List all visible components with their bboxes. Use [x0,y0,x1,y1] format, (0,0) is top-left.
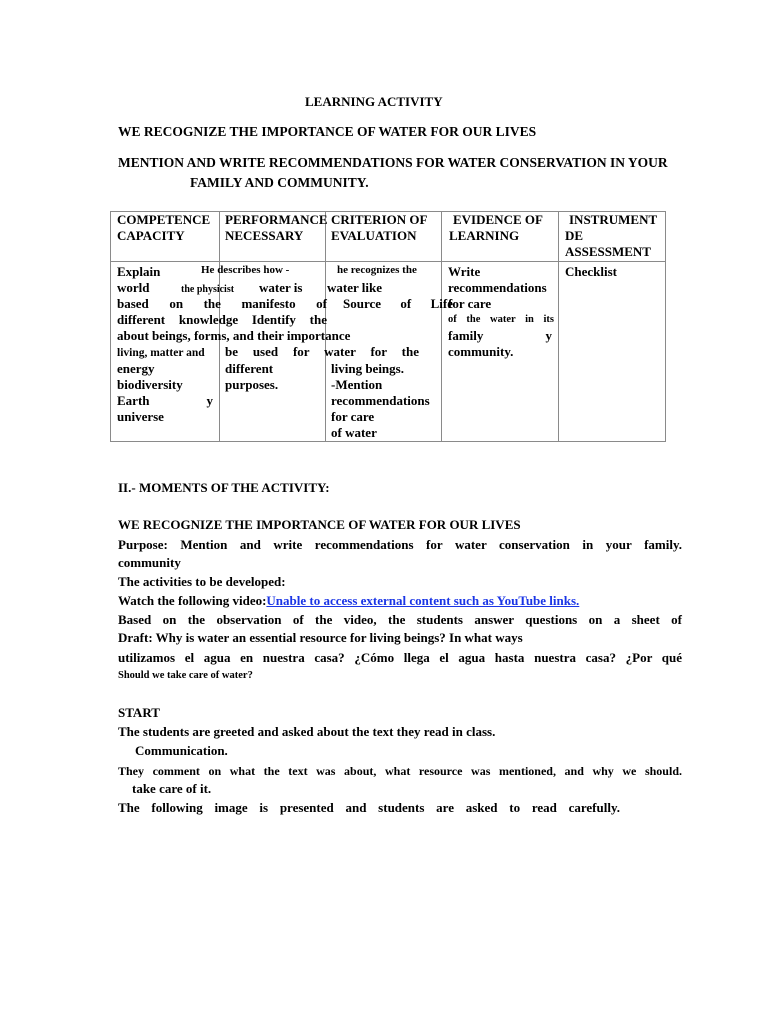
communication-line: Communication. [135,743,228,758]
performance-line: purposes. [225,377,279,392]
table-divider [441,212,442,441]
criterion-line: of water [331,425,377,440]
purpose-line1: Purpose: Mention and write recommendations for water conservation in your family. [118,537,682,552]
header-instrument: INSTRUMENT DE ASSESSMENT [565,212,658,259]
evidence-line: family y [448,328,552,343]
overlap-he-describes: He describes how - [201,264,290,276]
evidence-line: Write [448,264,481,279]
header-evidence: EVIDENCE OF LEARNING [449,212,543,243]
watch-video-line [118,593,579,609]
draft-line: Draft: Why is water an essential resource for living beings? In what ways [118,630,523,645]
mention-heading-line1: MENTION AND WRITE RECOMMENDATIONS FOR WATER CONSERVATION IN YOUR [118,155,668,170]
competence-line: based on the manifesto of [117,296,327,311]
comment-line1: They comment on what the text was about, what resource was mentioned, and why we should. [118,764,682,778]
greeted-text: The students are greeted and asked about the text they read in class. [118,724,496,739]
greeted-line [118,724,495,740]
criterion-line: recommendations [331,393,430,408]
instrument-checklist: Checklist [565,264,617,279]
recognize-heading: WE RECOGNIZE THE IMPORTANCE OF WATER FOR OUR LIVES [118,517,521,532]
document-title: LEARNING ACTIVITY [305,94,443,109]
overlap-he-recognizes: he recognizes the [337,264,417,276]
header-performance: PERFORMANCE NECESSARY [225,212,328,243]
criterion-line: -Mention [331,377,383,392]
competence-line: living, matter and [117,347,205,359]
competence-line: different knowledge Identify the [117,312,327,327]
activity-table [110,211,666,442]
competence-line: energy [117,361,155,376]
utilizamos-line: utilizamos el agua en nuestra casa? ¿Cómo llega el agua hasta nuestra casa? ¿Por qué [118,650,682,665]
activities-label: The activities to be developed: [118,574,286,589]
competence-line: universe [117,409,164,424]
competence-line: about beings, forms, and their importance [117,328,351,343]
header-criterion: CRITERION OF EVALUATION [331,212,428,243]
overlap-be-used: be used for water for the [225,344,419,359]
overlap-water-like: water like [327,280,382,295]
competence-line: world [117,280,150,295]
evidence-line: community. [448,344,514,359]
overlap-physicist: the physicist [181,284,235,295]
criterion-line: living beings. [331,361,404,376]
overlap-source-of-life: Source of Life [343,296,453,311]
competence-line: biodiversity [117,377,183,392]
video-link[interactable]: Unable to access external content such as YouTube links. [266,593,580,608]
evidence-line: of the water in its [448,314,554,325]
comment-line2: take care of it. [132,781,212,796]
following-image-line: The following image is presented and students are asked to read carefully. [118,800,620,815]
watch-video-label: Watch the following video: [118,593,267,608]
competence-line: Earth y [117,393,213,408]
header-competence: COMPETENCE CAPACITY [117,212,211,243]
moments-heading: II.- MOMENTS OF THE ACTIVITY: [118,480,330,495]
performance-line: different [225,361,274,376]
main-heading: WE RECOGNIZE THE IMPORTANCE OF WATER FOR OUR LIVES [118,124,537,139]
start-heading: START [118,705,160,720]
purpose-line2: community [118,555,181,570]
should-line: Should we take care of water? [118,670,253,681]
mention-heading-line2: FAMILY AND COMMUNITY. [190,175,369,190]
evidence-line: for care [448,296,492,311]
table-divider [558,212,559,441]
overlap-water-is: water is [259,280,303,295]
evidence-line: recommendations [448,280,547,295]
criterion-line: for care [331,409,375,424]
based-on-line: Based on the observation of the video, the students answer questions on a sheet of [118,612,682,627]
competence-line: Explain [117,264,161,279]
